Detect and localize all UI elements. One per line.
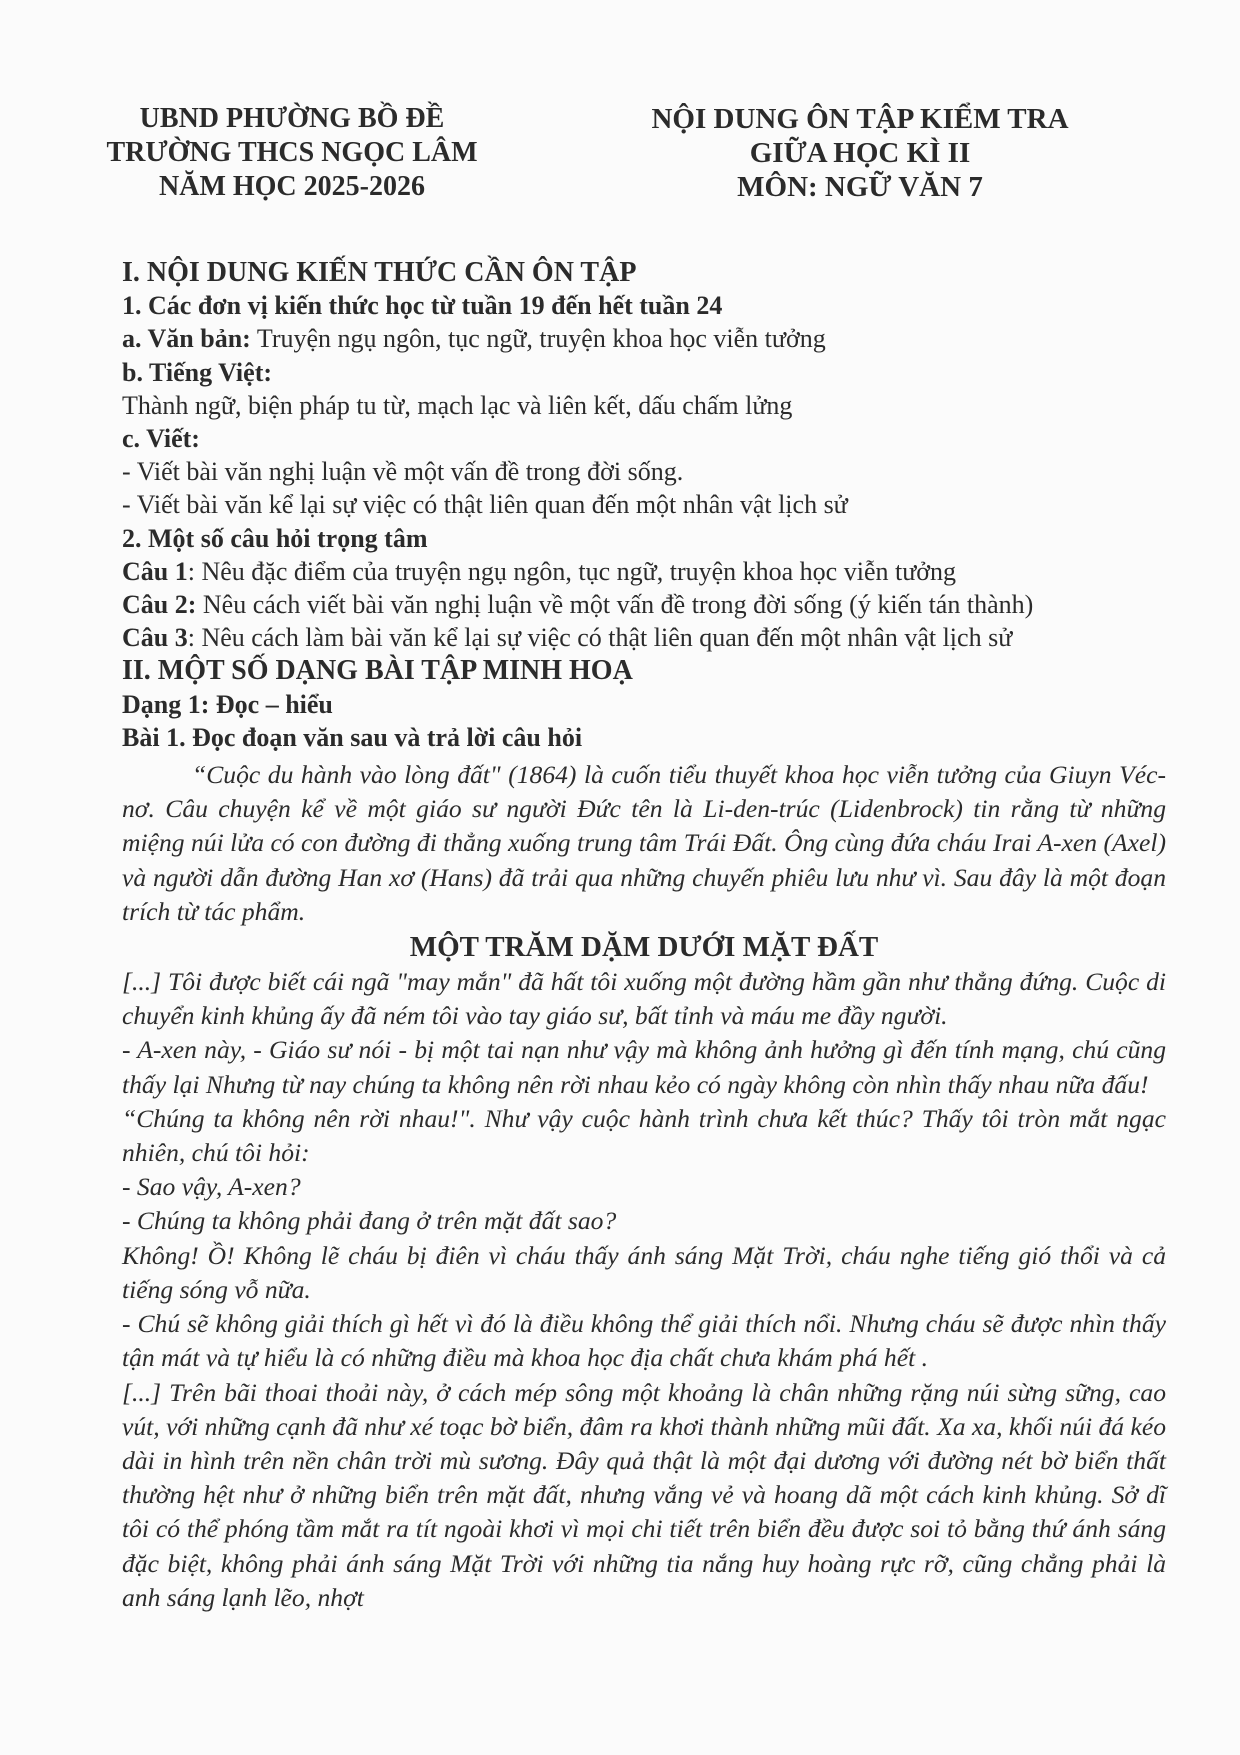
item-b-text: Thành ngữ, biện pháp tu từ, mạch lạc và liên kết, dấu chấm lửng [122, 390, 793, 420]
passage-paragraph: - Chú sẽ không giải thích gì hết vì đó là điều không thể giải thích nổi. Nhưng cháu sẽ được nhìn thấy tận mát và tự hiểu là có những điều mà khoa học địa chất chưa khám phá hết . [122, 1309, 1166, 1373]
question-3 [122, 621, 1166, 654]
section-1-heading: I. NỘI DUNG KIẾN THỨC CẦN ÔN TẬP [122, 257, 637, 288]
school-name: TRƯỜNG THCS NGỌC LÂM [106, 137, 478, 168]
question-1-label: Câu 1 [122, 556, 188, 586]
subsection-2-heading: 2. Một số câu hỏi trọng tâm [122, 523, 428, 553]
question-2-text: Nêu cách viết bài văn nghị luận về một vấn đề trong đời sống (ý kiến tán thành) [196, 590, 1034, 620]
item-a [122, 322, 1166, 355]
exam-period: GIỮA HỌC KÌ II [749, 137, 971, 169]
subsection-1-heading: 1. Các đơn vị kiến thức học từ tuần 19 đến hết tuần 24 [122, 291, 723, 321]
document-title-block [630, 102, 1090, 204]
item-c-bullet-1: - Viết bài văn nghị luận về một vấn đề trong đời sống. [122, 457, 684, 487]
exercise-1-heading: Bài 1. Đọc đoạn văn sau và trả lời câu hỏi [122, 722, 583, 752]
document-title: NỘI DUNG ÔN TẬP KIỂM TRA [651, 103, 1069, 135]
school-year: NĂM HỌC 2025-2026 [159, 171, 425, 202]
passage-paragraph: [...] Tôi được biết cái ngã "may mắn" đã hất tôi xuống một đường hầm gần như thẳng đứng. Cuộc di chuyển kinh khủng ấy đã ném tôi vào tay giáo sư, bất tỉnh và máu me đầy người. [122, 967, 1166, 1031]
question-2 [122, 588, 1166, 621]
passage-paragraph: - Sao vậy, A-xen? [122, 1172, 301, 1202]
school-header [92, 102, 492, 204]
passage-paragraph: - A-xen này, - Giáo sư nói - bị một tai nạn như vậy mà không ảnh hưởng gì đến tính mạng, chú cũng thấy lại Nhưng từ nay chúng ta không nên rời nhau kẻo có ngày không còn nhìn thấy nhau nữa đấu! [122, 1035, 1166, 1099]
item-c-bullet-2: - Viết bài văn kể lại sự việc có thật liên quan đến một nhân vật lịch sử [122, 490, 848, 520]
item-a-label: a. Văn bản: [122, 324, 251, 354]
passage-paragraph: [...] Trên bãi thoai thoải này, ở cách mép sông một khoảng là chân những rặng núi sừng sững, cao vút, với những cạnh đã như xé toạc bờ biển, đâm ra khơi thành những mũi đất. Xa xa, khối núi đá kéo dài in hình trên nền chân trời mù sương. Đây quả thật là một đại dương với đường nét bờ biển thất thường hệt như ở những biển trên mặt đất, nhưng vắng vẻ và hoang dã một cách kinh khủng. Sở dĩ tôi có thể phóng tầm mắt ra tít ngoài khơi vì mọi chi tiết trên biển đều được soi tỏ bằng thứ ánh sáng đặc biệt, không phải ánh sáng Mặt Trời với những tia nắng huy hoàng rực rỡ, cũng chẳng phải là anh sáng lạnh lẽo, nhợt [122, 1377, 1166, 1612]
question-3-label: Câu 3 [122, 623, 188, 653]
question-1 [122, 555, 1166, 588]
question-2-label: Câu 2: [122, 590, 197, 620]
passage-title: MỘT TRĂM DẶM DƯỚI MẶT ĐẤT [409, 931, 879, 964]
passage-paragraph: Không! Ồ! Không lẽ cháu bị điên vì cháu thấy ánh sáng Mặt Trời, cháu nghe tiếng gió thổi và cả tiếng sóng vỗ nữa. [122, 1240, 1166, 1304]
passage-intro: “Cuộc du hành vào lòng đất" (1864) là cuốn tiểu thuyết khoa học viễn tưởng của Giuyn Véc-nơ. Câu chuyện kể về một giáo sư người Đức tên là Li-den-trúc (Lidenbrock) tin rằng từ những miệng núi lửa có con đường đi thẳng xuống trung tâm Trái Đất. Ông cùng đứa cháu Irai A-xen (Axel) và người dẫn đường Han xơ (Hans) đã trải qua những chuyến phiêu lưu như vì. Sau đây là một đoạn trích từ tác phẩm. [122, 760, 1166, 926]
question-3-text: : Nêu cách làm bài văn kể lại sự việc có thật liên quan đến một nhân vật lịch sử [187, 623, 1013, 653]
reading-passage [122, 758, 1166, 1615]
question-1-text: : Nêu đặc điểm của truyện ngụ ngôn, tục ngữ, truyện khoa học viễn tưởng [187, 556, 957, 586]
item-b-label: b. Tiếng Việt: [122, 357, 273, 387]
ward-name: UBND PHƯỜNG BỒ ĐỀ [139, 103, 445, 134]
section-2-heading: II. MỘT SỐ DẠNG BÀI TẬP MINH HOẠ [122, 655, 633, 687]
item-c-label: c. Viết: [122, 424, 200, 454]
item-a-text: Truyện ngụ ngôn, tục ngữ, truyện khoa học viễn tưởng [250, 324, 826, 354]
subject: MÔN: NGỮ VĂN 7 [737, 171, 983, 203]
passage-paragraph: “Chúng ta không nên rời nhau!". Như vậy cuộc hành trình chưa kết thúc? Thấy tôi tròn mắt ngạc nhiên, chú tôi hỏi: [122, 1103, 1166, 1168]
passage-paragraph: - Chúng ta không phải đang ở trên mặt đất sao? [122, 1206, 617, 1236]
exercise-type-1: Dạng 1: Đọc – hiểu [122, 689, 333, 719]
document-body [122, 256, 1166, 1615]
